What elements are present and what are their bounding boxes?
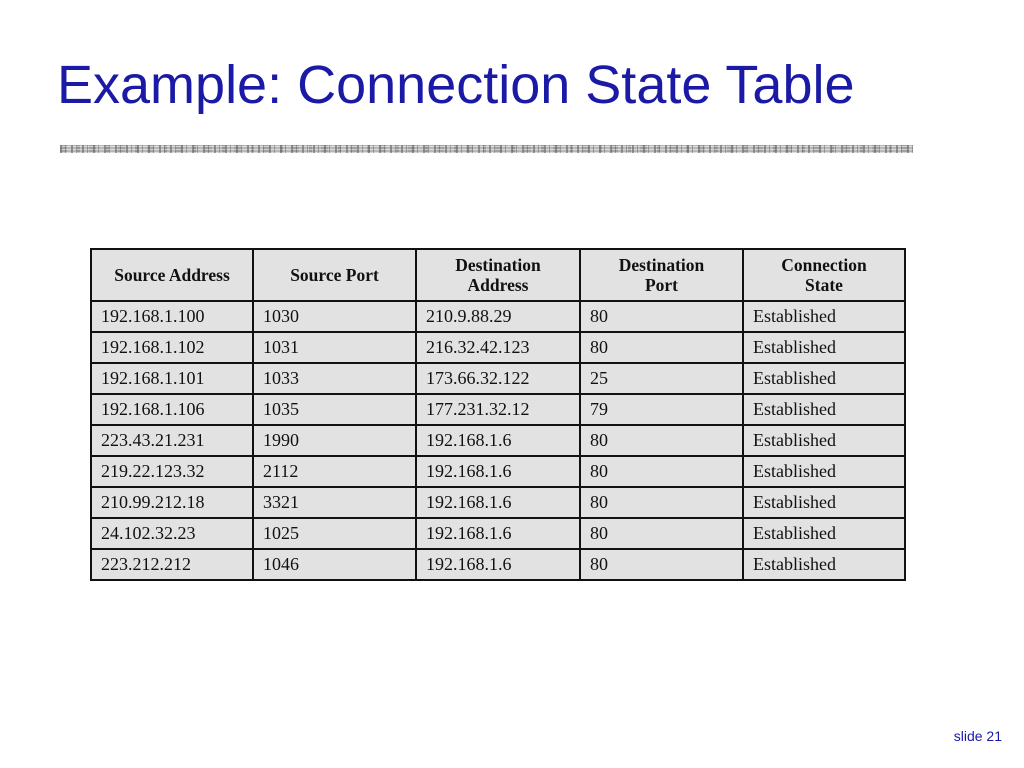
cell-source-port: 1990 <box>253 425 416 456</box>
table-row <box>91 363 905 394</box>
cell-source-port: 2112 <box>253 456 416 487</box>
cell-destination-address: 210.9.88.29 <box>416 301 580 332</box>
cell-source-address: 192.168.1.101 <box>91 363 253 394</box>
cell-connection-state: Established <box>743 332 905 363</box>
cell-connection-state: Established <box>743 456 905 487</box>
cell-destination-port: 80 <box>580 518 743 549</box>
header-connection-state <box>743 249 905 301</box>
cell-source-address: 223.212.212 <box>91 549 253 580</box>
cell-source-address: 219.22.123.32 <box>91 456 253 487</box>
cell-destination-port: 80 <box>580 549 743 580</box>
header-line: Destination <box>618 255 705 275</box>
cell-source-address: 192.168.1.106 <box>91 394 253 425</box>
header-line: Source Port <box>290 265 379 285</box>
slide-number: slide 21 <box>953 728 1002 744</box>
cell-source-port: 1025 <box>253 518 416 549</box>
cell-destination-address: 192.168.1.6 <box>416 487 580 518</box>
cell-destination-address: 192.168.1.6 <box>416 549 580 580</box>
table-row <box>91 301 905 332</box>
connection-state-table <box>90 248 906 581</box>
header-line: Port <box>644 275 679 295</box>
connection-state-table-container <box>90 248 906 581</box>
header-line: Source Address <box>114 265 230 285</box>
cell-source-address: 24.102.32.23 <box>91 518 253 549</box>
cell-connection-state: Established <box>743 394 905 425</box>
header-line: Connection <box>781 255 867 275</box>
header-source-address <box>91 249 253 301</box>
cell-destination-address: 192.168.1.6 <box>416 518 580 549</box>
cell-connection-state: Established <box>743 549 905 580</box>
table-row <box>91 394 905 425</box>
cell-destination-port: 80 <box>580 456 743 487</box>
cell-connection-state: Established <box>743 301 905 332</box>
cell-connection-state: Established <box>743 487 905 518</box>
table-row <box>91 518 905 549</box>
cell-destination-address: 177.231.32.12 <box>416 394 580 425</box>
cell-source-address: 210.99.212.18 <box>91 487 253 518</box>
cell-connection-state: Established <box>743 363 905 394</box>
header-line: Address <box>467 275 529 295</box>
table-row <box>91 425 905 456</box>
table-row <box>91 549 905 580</box>
cell-source-address: 192.168.1.100 <box>91 301 253 332</box>
cell-destination-port: 79 <box>580 394 743 425</box>
header-destination-address <box>416 249 580 301</box>
table-row <box>91 487 905 518</box>
cell-destination-address: 173.66.32.122 <box>416 363 580 394</box>
cell-destination-port: 25 <box>580 363 743 394</box>
cell-connection-state: Established <box>743 425 905 456</box>
cell-source-port: 1035 <box>253 394 416 425</box>
cell-destination-address: 216.32.42.123 <box>416 332 580 363</box>
table-row <box>91 456 905 487</box>
cell-destination-port: 80 <box>580 332 743 363</box>
table-row <box>91 332 905 363</box>
cell-connection-state: Established <box>743 518 905 549</box>
header-destination-port <box>580 249 743 301</box>
title-divider <box>60 145 913 153</box>
cell-destination-address: 192.168.1.6 <box>416 456 580 487</box>
cell-source-port: 1033 <box>253 363 416 394</box>
cell-destination-address: 192.168.1.6 <box>416 425 580 456</box>
cell-source-port: 1031 <box>253 332 416 363</box>
cell-destination-port: 80 <box>580 301 743 332</box>
header-source-port <box>253 249 416 301</box>
cell-source-address: 223.43.21.231 <box>91 425 253 456</box>
cell-source-address: 192.168.1.102 <box>91 332 253 363</box>
slide-title: Example: Connection State Table <box>57 55 855 115</box>
cell-source-port: 3321 <box>253 487 416 518</box>
header-line: Destination <box>455 255 541 275</box>
cell-source-port: 1030 <box>253 301 416 332</box>
cell-destination-port: 80 <box>580 425 743 456</box>
table-header-row <box>91 249 905 301</box>
cell-destination-port: 80 <box>580 487 743 518</box>
cell-source-port: 1046 <box>253 549 416 580</box>
header-line: State <box>805 275 843 295</box>
